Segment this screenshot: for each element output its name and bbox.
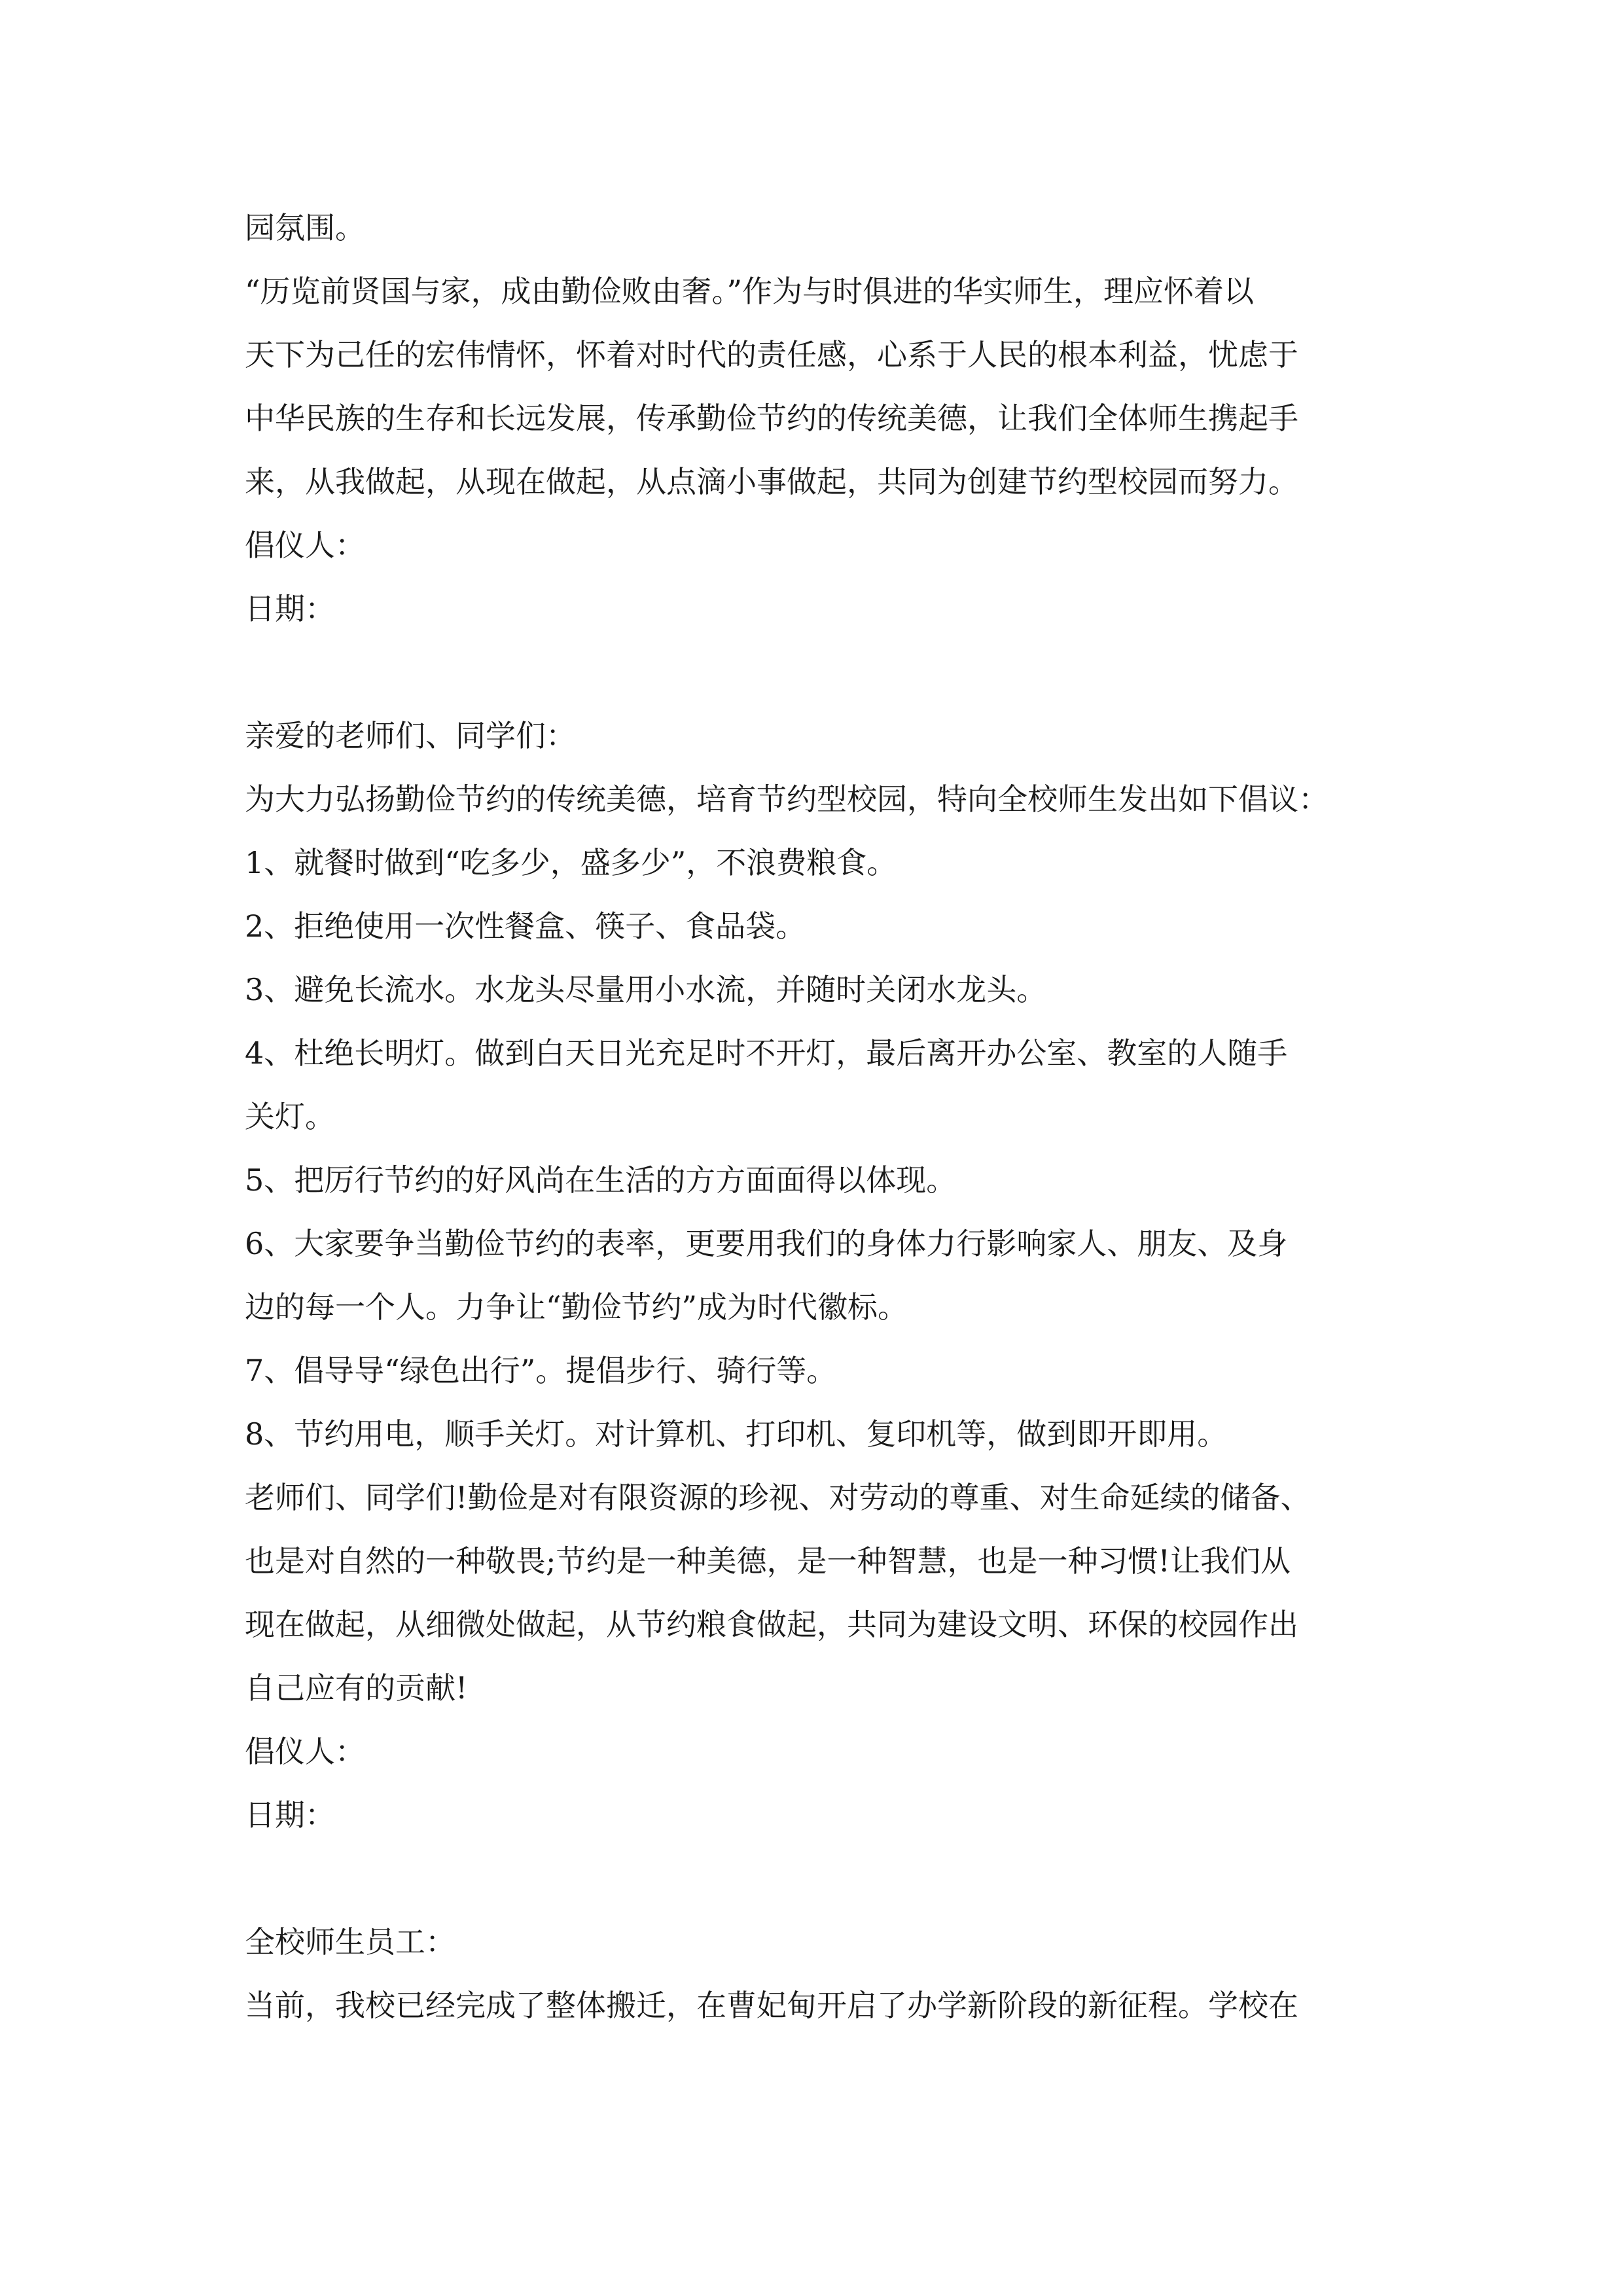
paragraph-line: 中华民族的生存和长远发展，传承勤俭节约的传统美德，让我们全体师生携起手: [245, 401, 1298, 436]
paragraph-line: 现在做起，从细微处做起，从节约粮食做起，共同为建设文明、环保的校园作出: [245, 1607, 1298, 1642]
list-item: 2、拒绝使用一次性餐盒、筷子、食品袋。: [245, 908, 806, 944]
date-label: 日期：: [245, 1797, 335, 1833]
paragraph-line: 也是对自然的一种敬畏;节约是一种美德，是一种智慧，也是一种习惯!让我们从: [245, 1543, 1291, 1579]
paragraph-line: 来，从我做起，从现在做起，从点滴小事做起，共同为创建节约型校园而努力。: [245, 464, 1298, 499]
list-item: 4、杜绝长明灯。做到白天日光充足时不开灯，最后离开办公室、教室的人随手: [245, 1035, 1288, 1071]
paragraph-line: 园氛围。: [245, 210, 365, 245]
section-gap: [245, 1847, 1397, 1910]
paragraph-line: 当前，我校已经完成了整体搬迁，在曹妃甸开启了办学新阶段的新征程。学校在: [245, 1988, 1298, 2023]
salutation: 全校师生员工：: [245, 1924, 455, 1960]
date-label: 日期：: [245, 591, 335, 626]
initiator-label: 倡仪人：: [245, 1734, 365, 1769]
list-item: 边的每一个人。力争让“勤俭节约”成为时代徽标。: [245, 1289, 908, 1325]
list-item: 8、节约用电，顺手关灯。对计算机、打印机、复印机等，做到即开即用。: [245, 1416, 1228, 1452]
paragraph-line: 老师们、同学们!勤俭是对有限资源的珍视、对劳动的尊重、对生命延续的储备、: [245, 1480, 1311, 1515]
list-item: 关灯。: [245, 1099, 335, 1134]
list-item: 1、就餐时做到“吃多少，盛多少”，不浪费粮食。: [245, 845, 897, 880]
list-item: 3、避免长流水。水龙头尽量用小水流，并随时关闭水龙头。: [245, 972, 1047, 1007]
section-gap: [245, 641, 1397, 704]
paragraph-line: 天下为己任的宏伟情怀，怀着对时代的责任感，心系于人民的根本利益，忧虑于: [245, 337, 1298, 372]
paragraph-line: 为大力弘扬勤俭节约的传统美德，培育节约型校园，特向全校师生发出如下倡议：: [245, 781, 1329, 817]
list-item: 6、大家要争当勤俭节约的表率，更要用我们的身体力行影响家人、朋友、及身: [245, 1226, 1288, 1261]
paragraph-line: “历览前贤国与家，成由勤俭败由奢。”作为与时俱进的华实师生，理应怀着以: [245, 274, 1255, 309]
paragraph-line: 自己应有的贡献!: [245, 1670, 468, 1706]
initiator-label: 倡仪人：: [245, 528, 365, 563]
list-item: 5、把厉行节约的好风尚在生活的方方面面得以体现。: [245, 1162, 957, 1198]
list-item: 7、倡导导“绿色出行”。提倡步行、骑行等。: [245, 1353, 837, 1388]
salutation: 亲爱的老师们、同学们：: [245, 718, 576, 753]
document-body: [245, 196, 1397, 2037]
